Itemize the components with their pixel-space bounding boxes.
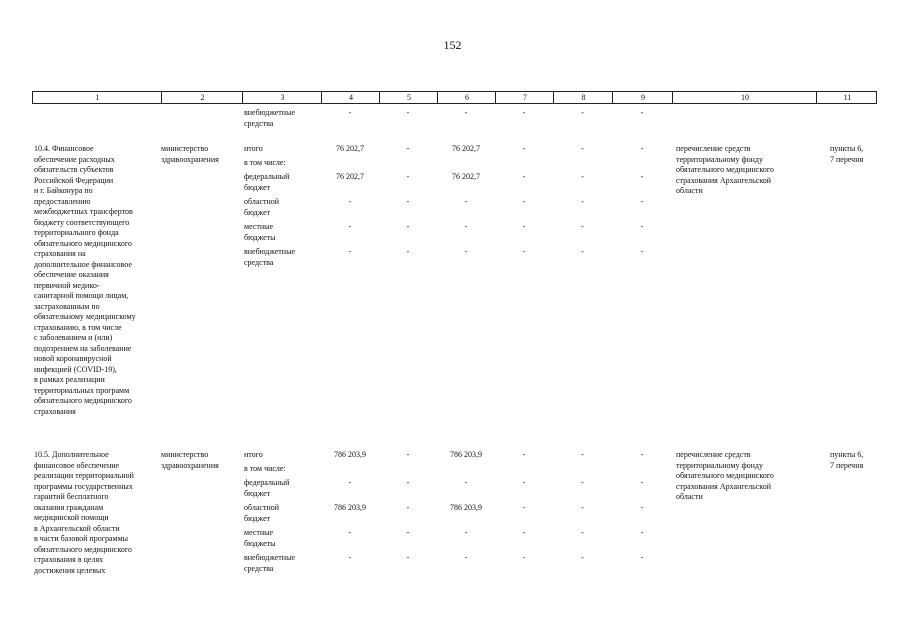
header-col-9: 9: [641, 93, 645, 102]
page-number: 152: [443, 38, 462, 52]
value-cell: -: [406, 450, 410, 459]
header-divider: [553, 92, 554, 103]
header-col-11: 11: [843, 93, 852, 102]
value-cell: -: [640, 503, 644, 512]
value-cell: -: [522, 503, 526, 512]
value-cell: -: [640, 247, 644, 256]
value-cell: -: [406, 222, 410, 231]
value-cell: -: [640, 108, 644, 117]
value-cell: -: [581, 450, 584, 459]
value-cell: -: [581, 108, 584, 117]
header-divider: [672, 92, 673, 103]
value-cell: -: [406, 503, 410, 512]
header-divider: [321, 92, 322, 103]
source-label: внебюджетные средства: [244, 108, 295, 128]
value-cell: -: [581, 144, 584, 153]
value-cell: -: [522, 108, 526, 117]
value-cell: -: [464, 197, 468, 206]
value-cell: -: [640, 172, 644, 181]
value-cell: -: [348, 108, 352, 117]
value-cell: -: [464, 247, 468, 256]
value-cell: -: [581, 528, 584, 537]
row-executor: министерство здравоохранения: [161, 144, 219, 164]
value-cell: -: [522, 450, 526, 459]
source-label: федеральный бюджет: [244, 172, 290, 192]
value-cell: -: [348, 478, 352, 487]
value-cell: -: [522, 222, 526, 231]
value-cell: -: [522, 247, 526, 256]
value-cell: -: [640, 450, 644, 459]
row-reference: пункты 6, 7 перечня: [830, 144, 864, 164]
source-label: внебюджетные средства: [244, 553, 295, 573]
value-cell: -: [406, 247, 410, 256]
row-result: перечисление средств территориальному фонду обязательного медицинского страхования Архангельской области: [676, 144, 774, 195]
value-cell: -: [348, 247, 352, 256]
value-cell: -: [640, 222, 644, 231]
value-cell: -: [522, 172, 526, 181]
value-cell: -: [581, 197, 584, 206]
row-reference: пункты 6, 7 перечня: [830, 450, 864, 470]
value-cell: -: [581, 553, 584, 562]
source-label: местные бюджеты: [244, 222, 276, 242]
value-cell: -: [464, 478, 468, 487]
header-divider: [612, 92, 613, 103]
header-divider: [816, 92, 817, 103]
header-col-5: 5: [407, 93, 411, 102]
value-cell: -: [640, 528, 644, 537]
value-cell: -: [464, 528, 468, 537]
value-cell: -: [406, 197, 410, 206]
value-cell: -: [406, 144, 410, 153]
value-cell: -: [522, 528, 526, 537]
value-cell: -: [640, 144, 644, 153]
header-col-2: 2: [200, 93, 205, 102]
source-label: местные бюджеты: [244, 528, 276, 548]
value-cell: -: [406, 553, 410, 562]
header-col-8: 8: [581, 93, 586, 102]
value-cell: -: [581, 247, 584, 256]
value-cell: -: [348, 528, 352, 537]
value-cell: -: [522, 197, 526, 206]
header-col-10: 10: [741, 93, 749, 102]
value-cell: -: [406, 172, 410, 181]
value-cell: -: [640, 478, 644, 487]
header-divider: [161, 92, 162, 103]
value-cell: -: [581, 222, 584, 231]
value-cell: 786 203,9: [450, 503, 482, 512]
row-result: перечисление средств территориальному фонду обязательного медицинского страхования Архангельской области: [676, 450, 774, 501]
value-cell: 786 203,9: [334, 503, 366, 512]
value-cell: 76 202,7: [452, 144, 480, 153]
header-divider: [437, 92, 438, 103]
table-header: [32, 91, 877, 104]
header-col-4: 4: [349, 93, 353, 102]
source-label: итого: [244, 144, 263, 153]
value-cell: -: [464, 222, 468, 231]
source-label: областной бюджет: [244, 503, 280, 523]
row-description: 10.5. Дополнительное финансовое обеспечение реализации территориальной программы государственных гарантий бесплатного оказания гражданам медицинской помощи в Архангельской области в части базовой программы обязательного медицинского страхования в целях достижения целевых: [34, 450, 134, 575]
row-executor: министерство здравоохранения: [161, 450, 219, 470]
value-cell: -: [406, 478, 410, 487]
row-description: 10.4. Финансовое обеспечение расходных обязательств субъектов Российской Федерации и г. Байконура по предоставлению межбюджетных трансфертов бюджету соответствующего территориального фонда обязательного медицинского страхования на дополнительное финансовое обеспечение оказания первичной медико- санитарной помощи лицам, застрахованным по обязательному медицинскому страхованию, в том числе с заболеванием и (или) подозрением на заболевание новой коронавирусной инфекцией (COVID-19), в рамках реализации территориальных программ обязательного медицинского страхования: [34, 144, 136, 416]
value-cell: -: [406, 528, 410, 537]
header-divider: [379, 92, 380, 103]
source-label: областной бюджет: [244, 197, 280, 217]
value-cell: -: [348, 197, 352, 206]
value-cell: 76 202,7: [336, 144, 364, 153]
value-cell: -: [522, 478, 526, 487]
value-cell: -: [522, 144, 526, 153]
header-col-7: 7: [523, 93, 527, 102]
source-label: федеральный бюджет: [244, 478, 290, 498]
value-cell: 786 203,9: [334, 450, 366, 459]
header-divider: [495, 92, 496, 103]
value-cell: -: [581, 172, 584, 181]
value-cell: 786 203,9: [450, 450, 482, 459]
value-cell: -: [640, 553, 644, 562]
header-divider: [242, 92, 243, 103]
header-col-1: 1: [95, 93, 100, 102]
value-cell: -: [348, 222, 352, 231]
header-col-6: 6: [465, 93, 469, 102]
value-cell: -: [464, 108, 468, 117]
value-cell: 76 202,7: [452, 172, 480, 181]
source-label: в том числе:: [244, 158, 286, 167]
value-cell: -: [406, 108, 410, 117]
value-cell: 76 202,7: [336, 172, 364, 181]
header-col-3: 3: [280, 93, 285, 102]
value-cell: -: [464, 553, 468, 562]
value-cell: -: [640, 197, 644, 206]
value-cell: -: [581, 478, 584, 487]
source-label: в том числе:: [244, 464, 286, 473]
source-label: итого: [244, 450, 263, 459]
value-cell: -: [581, 503, 584, 512]
value-cell: -: [348, 553, 352, 562]
source-label: внебюджетные средства: [244, 247, 295, 267]
value-cell: -: [522, 553, 526, 562]
